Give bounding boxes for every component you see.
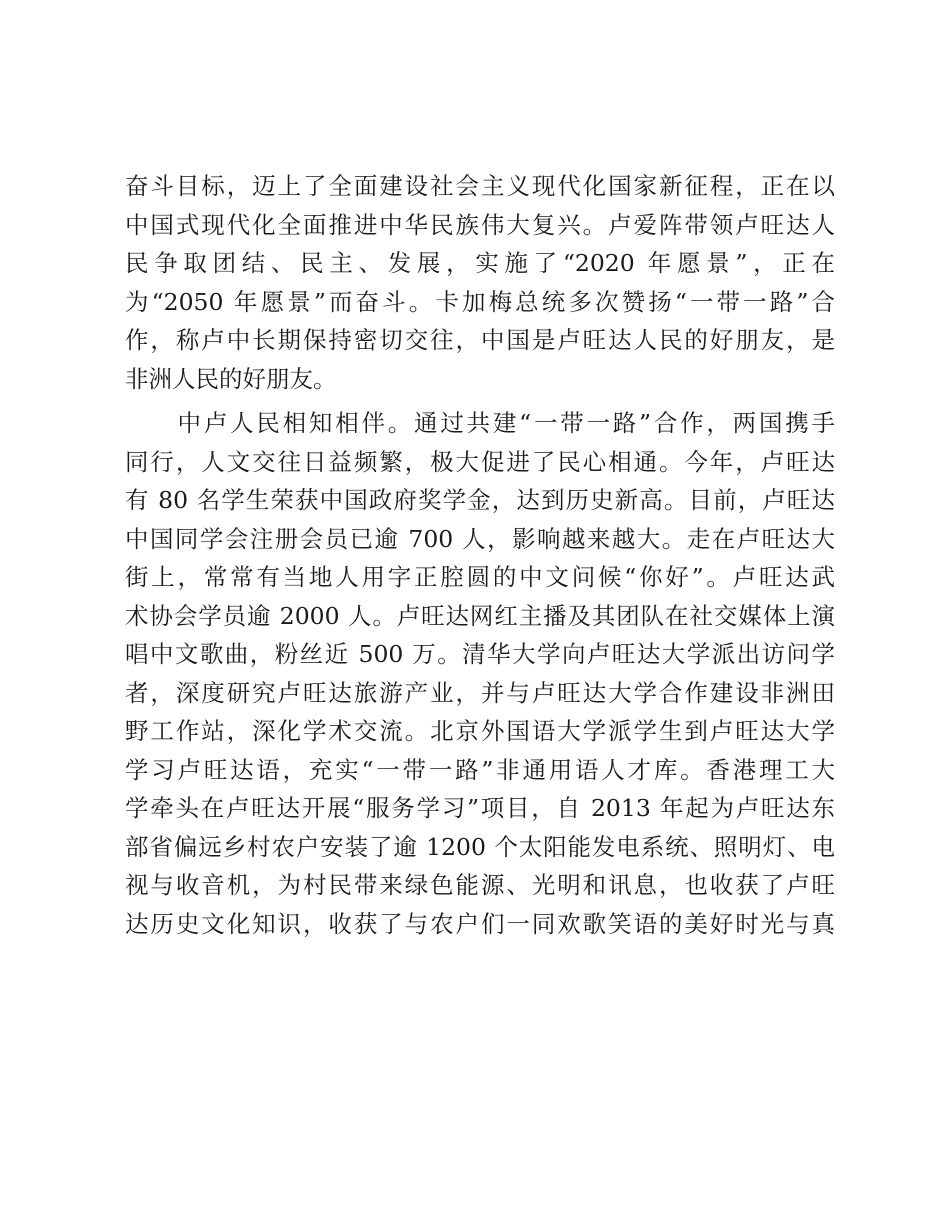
text-line: 有 80 名学生荣获中国政府奖学金，达到历史新高。目前，卢旺达	[125, 486, 835, 514]
text-line: 部省偏远乡村农户安装了逾 1200 个太阳能发电系统、照明灯、电	[125, 832, 835, 861]
text-line: 唱中文歌曲，粉丝近 500 万。清华大学向卢旺达大学派出访问学	[125, 640, 835, 668]
text-line: 中国同学会注册会员已逾 700 人，影响越来越大。走在卢旺达大	[125, 524, 835, 553]
text-line: 视与收音机，为村民带来绿色能源、光明和讯息，也收获了卢旺	[125, 871, 835, 899]
text-line: 非洲人民的好朋友。	[125, 364, 337, 393]
text-line: 术协会学员逾 2000 人。卢旺达网红主播及其团队在社交媒体上演	[125, 601, 835, 630]
text-line: 同行，人文交往日益频繁，极大促进了民心相通。今年，卢旺达	[125, 447, 835, 476]
text-line: 奋斗目标，迈上了全面建设社会主义现代化国家新征程，正在以	[125, 172, 835, 200]
paragraph-1	[125, 167, 835, 398]
text-line: 学习卢旺达语，充实“一带一路”非通用语人才库。香港理工大	[125, 755, 835, 784]
text-line: 者，深度研究卢旺达旅游产业，并与卢旺达大学合作建设非洲田	[125, 678, 835, 707]
text-line: 民争取团结、民主、发展，实施了“2020 年愿景”，正在	[125, 249, 835, 277]
text-line: 为“2050 年愿景”而奋斗。卡加梅总统多次赞扬“一带一路”合	[125, 287, 835, 316]
text-line: 达历史文化知识，收获了与农户们一同欢歌笑语的美好时光与真	[125, 909, 835, 938]
text-line: 街上，常常有当地人用字正腔圆的中文问候“你好”。卢旺达武	[125, 563, 835, 591]
text-line: 野工作站，深化学术交流。北京外国语大学派学生到卢旺达大学	[125, 717, 835, 745]
text-line: 中国式现代化全面推进中华民族伟大复兴。卢爱阵带领卢旺达人	[125, 210, 835, 239]
text-line: 中卢人民相知相伴。通过共建“一带一路”合作，两国携手	[125, 409, 835, 437]
body-text	[125, 167, 835, 943]
paragraph-2	[125, 404, 835, 943]
text-line: 作，称卢中长期保持密切交往，中国是卢旺达人民的好朋友，是	[125, 326, 835, 354]
text-line: 学牵头在卢旺达开展“服务学习”项目，自 2013 年起为卢旺达东	[125, 794, 835, 822]
